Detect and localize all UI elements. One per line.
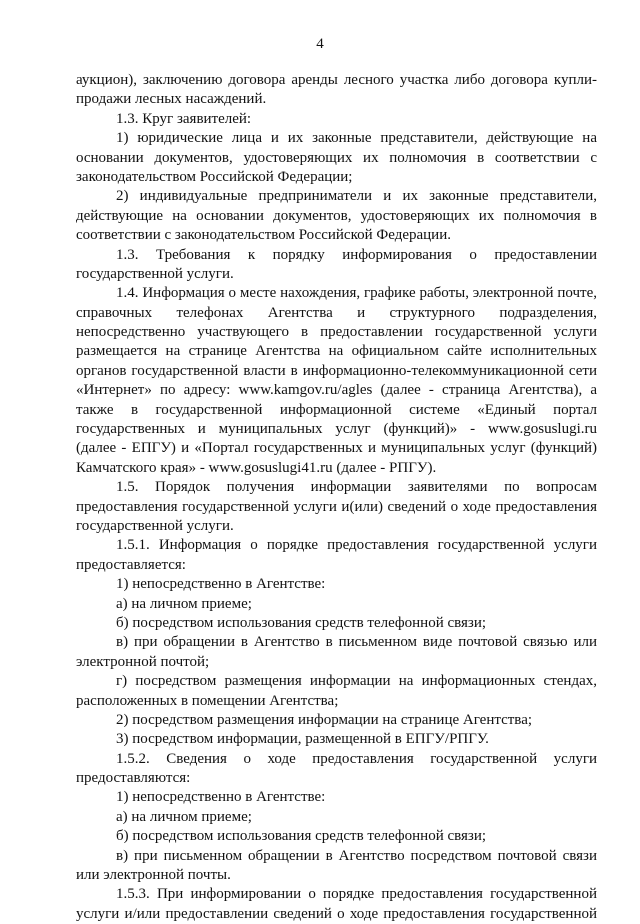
text-line: действующие на основании документов, удостоверяющих их полномочия в xyxy=(76,207,597,224)
text-line: в) при письменном обращении в Агентство посредством почтовой связи xyxy=(116,847,597,864)
text-line: в) при обращении в Агентство в письменном виде почтовой связью или xyxy=(116,634,597,651)
text-line: а) на личном приеме; xyxy=(116,808,252,825)
text-line: а) на личном приеме; xyxy=(116,595,252,612)
text-line: аукцион), заключению договора аренды лесного участка либо договора купли- xyxy=(76,72,597,88)
text-line: 1.5.2. Сведения о ходе предоставления государственной услуги xyxy=(116,750,597,767)
text-line: государственной услуги. xyxy=(76,517,234,534)
text-line: 1.5.1. Информация о порядке предоставления государственной услуги xyxy=(116,537,597,554)
text-line: предоставляются: xyxy=(76,770,191,787)
text-line: законодательством Российской Федерации; xyxy=(76,168,353,185)
text-line: 1.5. Порядок получения информации заявителями по вопросам xyxy=(116,479,597,496)
text-line: 1.3. Круг заявителей: xyxy=(116,110,252,127)
text-line: государственных и муниципальных услуг (функций)» - www.gosuslugi.ru xyxy=(76,421,597,438)
text-line: или электронной почты. xyxy=(76,867,231,884)
text-line: продажи лесных насаждений. xyxy=(76,91,267,108)
document-body xyxy=(76,71,597,924)
text-line: электронной почтой; xyxy=(76,653,210,670)
text-line: также в государственной информационной системе «Единый портал xyxy=(76,401,597,418)
text-line: 2) индивидуальные предприниматели и их законные представители, xyxy=(116,188,597,205)
text-line: услуги и/или предоставлении сведений о ходе предоставления государственной xyxy=(76,905,597,922)
page-number: 4 xyxy=(316,36,324,52)
text-line: справочных телефонах Агентства и структурного подразделения, xyxy=(76,304,597,321)
text-line: органов государственной власти в информационно-телекоммуникационной сети xyxy=(76,362,597,379)
text-line: предоставления государственной услуги и(или) сведений о ходе предоставления xyxy=(76,498,597,515)
text-line: 1.4. Информация о месте нахождения, графике работы, электронной почте, xyxy=(116,285,597,302)
text-line: 1) непосредственно в Агентстве: xyxy=(116,576,326,593)
text-line: 1.5.3. При информировании о порядке предоставления государственной xyxy=(116,886,597,903)
text-line: 1.3. Требования к порядку информирования о предоставлении xyxy=(116,246,597,263)
text-line: размещается на странице Агентства на официальном сайте исполнительных xyxy=(76,343,597,360)
text-line: расположенных в помещении Агентства; xyxy=(76,692,339,709)
text-line: основании документов, удостоверяющих их полномочия в соответствии с xyxy=(76,149,597,166)
text-line: 1) юридические лица и их законные представители, действующие на xyxy=(116,130,597,147)
text-line: 2) посредством размещения информации на странице Агентства; xyxy=(116,711,533,728)
text-line: г) посредством размещения информации на информационных стендах, xyxy=(116,673,597,690)
text-line: соответствии с законодательством Российской Федерации. xyxy=(76,227,451,244)
text-line: предоставляется: xyxy=(76,556,186,573)
text-line: непосредственно участвующего в предоставлении государственной услуги xyxy=(76,324,597,341)
text-line: 3) посредством информации, размещенной в ЕПГУ/РПГУ. xyxy=(116,731,489,748)
text-line: «Интернет» по адресу: www.kamgov.ru/agles (далее - страница Агентства), а xyxy=(76,382,597,399)
text-line: 1) непосредственно в Агентстве: xyxy=(116,789,326,806)
text-line: (далее - ЕПГУ) и «Портал государственных и муниципальных услуг (функций) xyxy=(76,440,597,457)
text-line: государственной услуги. xyxy=(76,265,234,282)
text-line: б) посредством использования средств телефонной связи; xyxy=(116,828,487,845)
text-line: Камчатского края» - www.gosuslugi41.ru (далее - РПГУ). xyxy=(76,459,437,476)
text-line: б) посредством использования средств телефонной связи; xyxy=(116,614,487,631)
